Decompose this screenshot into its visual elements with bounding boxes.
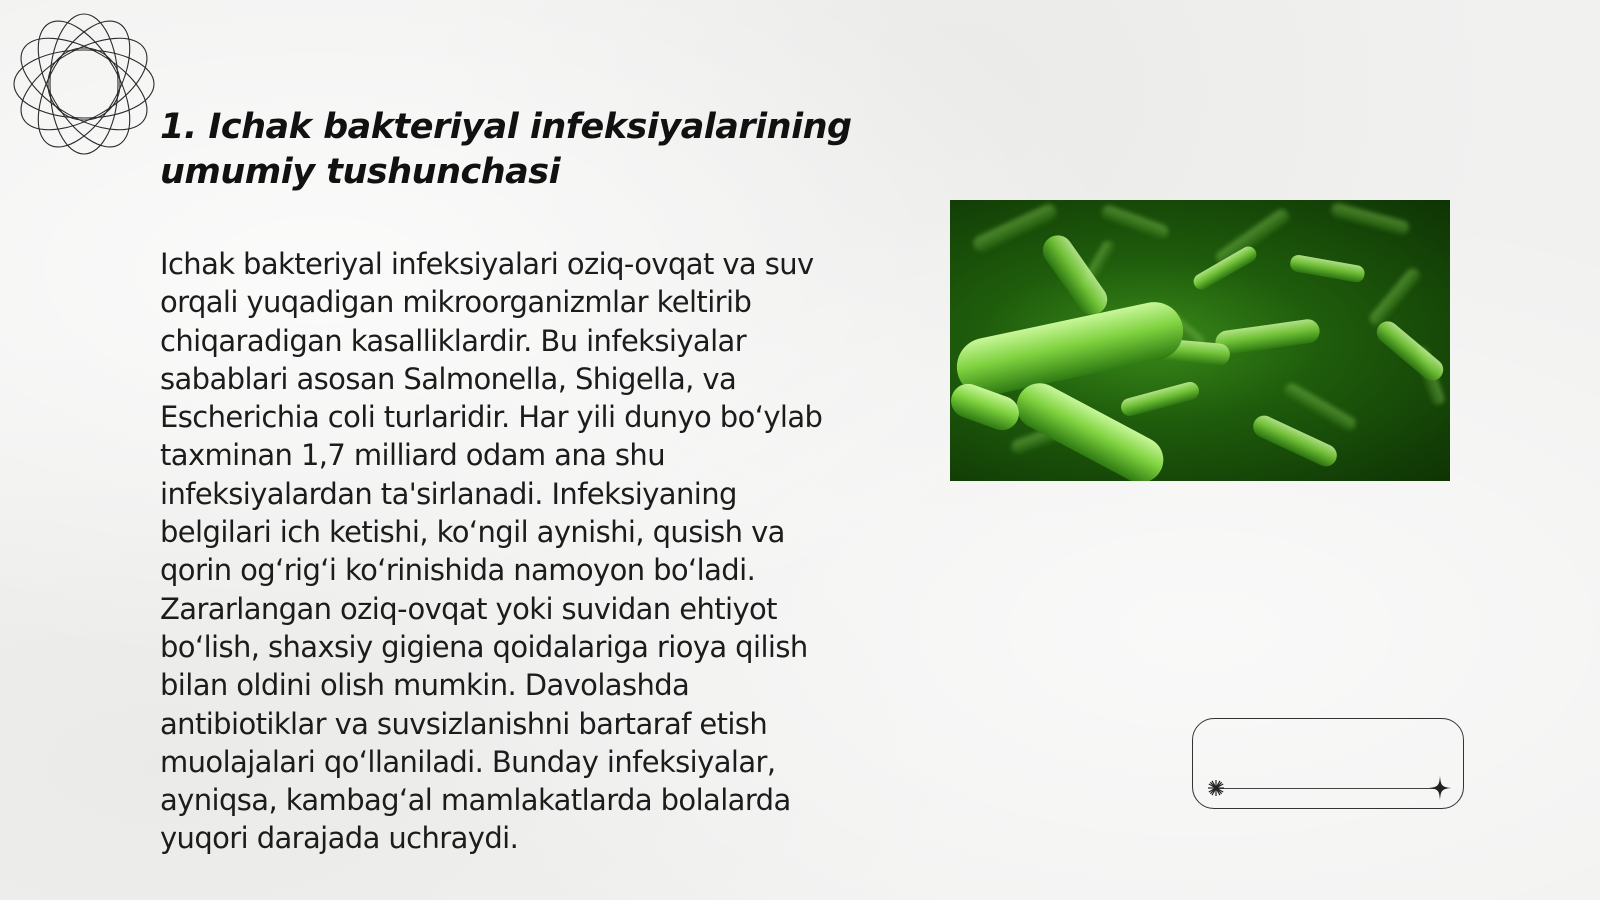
- slide-body-text: Ichak bakteriyal infeksiyalari oziq-ovqat va suv orqali yuqadigan mikroorganizmlar keltirib chiqaradigan kasalliklardir. Bu infeksiyalar sabablari asosan Salmonella, Shigella, va Escherichia coli turlaridir. Har yili dunyo bo‘ylab taxminan 1,7 milliard odam ana shu infeksiyalardan ta'sirlanadi. Infeksiyaning belgilari ich ketishi, ko‘ngil aynishi, qusish va qorin og‘rig‘i ko‘rinishida namoyon bo‘ladi. Zararlangan oziq-ovqat yoki suvidan ehtiyot bo‘lish, shaxsiy gigiena qoidalariga rioya qilish bilan oldini olish mumkin. Davolashda antibiotiklar va suvsizlanishni bartaraf etish muolajalari qo‘llaniladi. Bunday infeksiyalar, ayniqsa, kambag‘al mamlakatlarda bolalarda yuqori darajada uchraydi.: [160, 247, 823, 856]
- slide-title: 1. Ichak bakteriyal infeksiyalarining umumiy tushunchasi: [160, 107, 852, 192]
- orbit-circles-icon: [10, 10, 158, 158]
- starburst-icon: [1207, 779, 1225, 797]
- bacteria-image: [950, 200, 1450, 481]
- decorative-slider-frame: [1192, 718, 1464, 809]
- sparkle-icon: [1429, 776, 1451, 800]
- slider-track: [1217, 788, 1441, 789]
